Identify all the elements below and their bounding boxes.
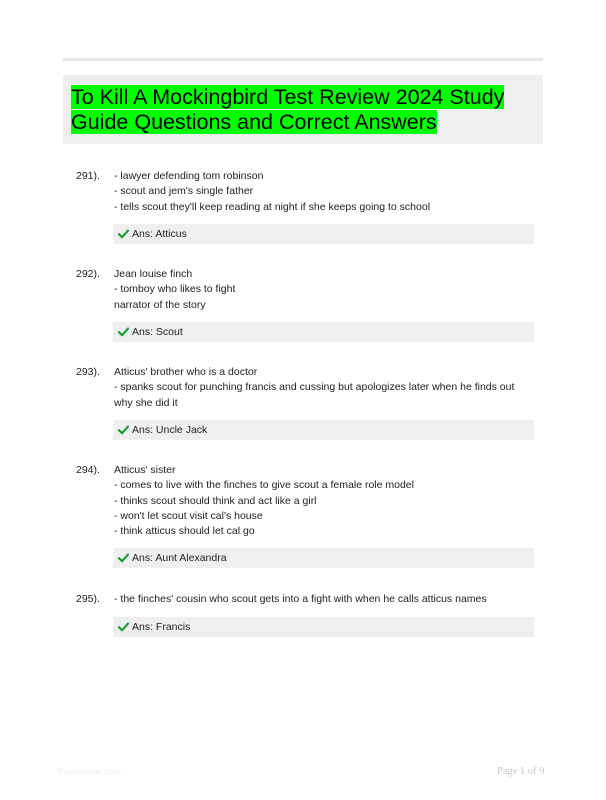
question-number: 294). — [76, 464, 100, 476]
question-text — [114, 365, 529, 411]
question-text — [114, 592, 529, 607]
answer-text: Ans: Atticus — [132, 228, 187, 240]
check-icon — [118, 622, 129, 632]
question-line: - lawyer defending tom robinson — [114, 170, 264, 182]
title-box — [63, 75, 543, 144]
check-icon — [118, 229, 129, 239]
question-line: Jean louise finch — [114, 268, 193, 280]
answer-box — [113, 548, 534, 568]
check-icon — [118, 327, 129, 337]
question-text — [114, 463, 529, 539]
title-line-1: To Kill A Mockingbird Test Review 2024 Study — [71, 85, 505, 109]
page-title — [71, 85, 531, 135]
question-number: 295). — [76, 593, 100, 605]
answer-box — [113, 322, 534, 342]
question-line: - scout and jem's single father — [114, 185, 254, 198]
question-line: - the finches' cousin who scout gets into a fight with when he calls atticus names — [114, 593, 487, 605]
question-line: - comes to live with the finches to give scout a female role model — [114, 479, 414, 492]
question-text — [114, 267, 529, 313]
answer-box — [113, 224, 534, 244]
answer-box — [113, 420, 534, 440]
footer-watermark: Paperbank.com — [58, 767, 122, 777]
question-line: Atticus' sister — [114, 464, 176, 476]
check-icon — [118, 425, 129, 435]
question-line: Atticus' brother who is a doctor — [114, 366, 258, 378]
title-line-2: Guide Questions and Correct Answers — [71, 110, 437, 134]
question-line: - spanks scout for punching francis and cussing but apologizes later when he finds out — [114, 381, 515, 394]
question-line: why she did it — [114, 396, 178, 409]
question-line: - won't let scout visit cal's house — [114, 509, 263, 522]
question-line: narrator of the story — [114, 298, 206, 311]
answer-box — [113, 617, 534, 637]
question-line: - thinks scout should think and act like a girl — [114, 494, 317, 507]
answer-text: Ans: Scout — [132, 326, 183, 338]
question-line: - think atticus should let cal go — [114, 525, 255, 538]
question-line: - tells scout they'll keep reading at night if she keeps going to school — [114, 200, 431, 213]
page-number: Page 1 of 9 — [497, 766, 545, 777]
check-icon — [118, 553, 129, 563]
question-number: 292). — [76, 268, 100, 280]
top-divider — [63, 58, 543, 61]
question-line: - tomboy who likes to fight — [114, 283, 236, 296]
question-text — [114, 169, 529, 215]
answer-text: Ans: Uncle Jack — [132, 424, 208, 436]
question-number: 293). — [76, 366, 100, 378]
question-number: 291). — [76, 170, 100, 182]
answer-text: Ans: Aunt Alexandra — [132, 552, 227, 564]
answer-text: Ans: Francis — [132, 621, 191, 633]
